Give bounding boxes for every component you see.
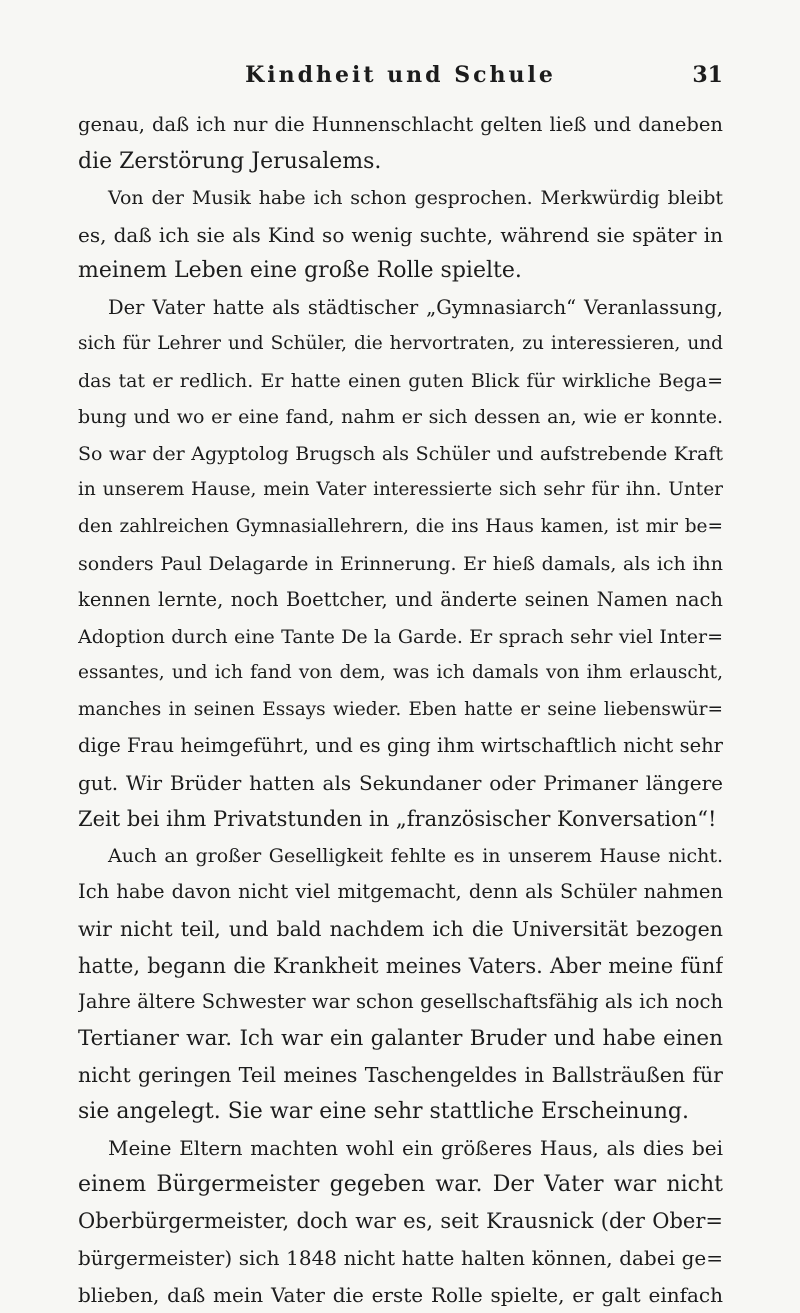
text-line: Ich habe davon nicht viel mitgemacht, denn als Schüler nahmen [78, 874, 723, 911]
text-line: Zeit bei ihm Privatstunden in „französischer Konversation“! [78, 801, 723, 838]
text-line: genau, daß ich nur die Hunnenschlacht gelten ließ und daneben [78, 107, 723, 144]
text-line: essantes, und ich fand von dem, was ich damals von ihm erlauscht, [78, 655, 723, 692]
text-line: gut. Wir Brüder hatten als Sekundaner oder Primaner längere [78, 765, 723, 802]
text-line: blieben, daß mein Vater die erste Rolle spielte, er galt einfach [78, 1277, 723, 1313]
text-line: Adoption durch eine Tante De la Garde. Er sprach sehr viel Inter= [78, 619, 723, 656]
text-line: wir nicht teil, und bald nachdem ich die Universität bezogen [78, 911, 723, 948]
text-line: Oberbürgermeister, doch war es, seit Krausnick (der Ober= [78, 1203, 723, 1240]
text-line: einem Bürgermeister gegeben war. Der Vater war nicht [78, 1167, 723, 1204]
text-line: Der Vater hatte als städtischer „Gymnasiarch“ Veranlassung, [78, 290, 723, 327]
text-line: das tat er redlich. Er hatte einen guten Blick für wirkliche Bega= [78, 363, 723, 400]
text-line: die Zerstörung Jerusalems. [78, 144, 723, 181]
text-line: manches in seinen Essays wieder. Eben hatte er seine liebenswür= [78, 692, 723, 729]
text-line: bung und wo er eine fand, nahm er sich dessen an, wie er konnte. [78, 399, 723, 436]
text-line: meinem Leben eine große Rolle spielte. [78, 253, 723, 290]
text-line: es, daß ich sie als Kind so wenig suchte, während sie später in [78, 217, 723, 254]
text-line: hatte, begann die Krankheit meines Vaters. Aber meine fünf [78, 948, 723, 985]
text-line: nicht geringen Teil meines Taschengeldes in Ballsträußen für [78, 1057, 723, 1094]
text-line: Von der Musik habe ich schon gesprochen. Merkwürdig bleibt [78, 180, 723, 217]
text-line: bürgermeister) sich 1848 nicht hatte halten können, dabei ge= [78, 1240, 723, 1277]
text-line: So war der Agyptolog Brugsch als Schüler und aufstrebende Kraft [78, 436, 723, 473]
page-number: 31 [692, 62, 723, 88]
text-line: Jahre ältere Schwester war schon gesellschaftsfähig als ich noch [78, 984, 723, 1021]
body-text [78, 107, 723, 1313]
text-line: sich für Lehrer und Schüler, die hervortraten, zu interessieren, und [78, 326, 723, 363]
running-title: Kindheit und Schule [78, 62, 723, 88]
text-line: sie angelegt. Sie war eine sehr stattliche Erscheinung. [78, 1094, 723, 1131]
text-line: Meine Eltern machten wohl ein größeres Haus, als dies bei [78, 1130, 723, 1167]
text-line: den zahlreichen Gymnasiallehrern, die ins Haus kamen, ist mir be= [78, 509, 723, 546]
text-line: dige Frau heimgeführt, und es ging ihm wirtschaftlich nicht sehr [78, 728, 723, 765]
text-line: in unserem Hause, mein Vater interessierte sich sehr für ihn. Unter [78, 472, 723, 509]
text-line: Tertianer war. Ich war ein galanter Bruder und habe einen [78, 1021, 723, 1058]
text-line: Auch an großer Geselligkeit fehlte es in unserem Hause nicht. [78, 838, 723, 875]
running-head [78, 62, 723, 96]
text-line: sonders Paul Delagarde in Erinnerung. Er hieß damals, als ich ihn [78, 546, 723, 583]
text-line: kennen lernte, noch Boettcher, und änderte seinen Namen nach [78, 582, 723, 619]
